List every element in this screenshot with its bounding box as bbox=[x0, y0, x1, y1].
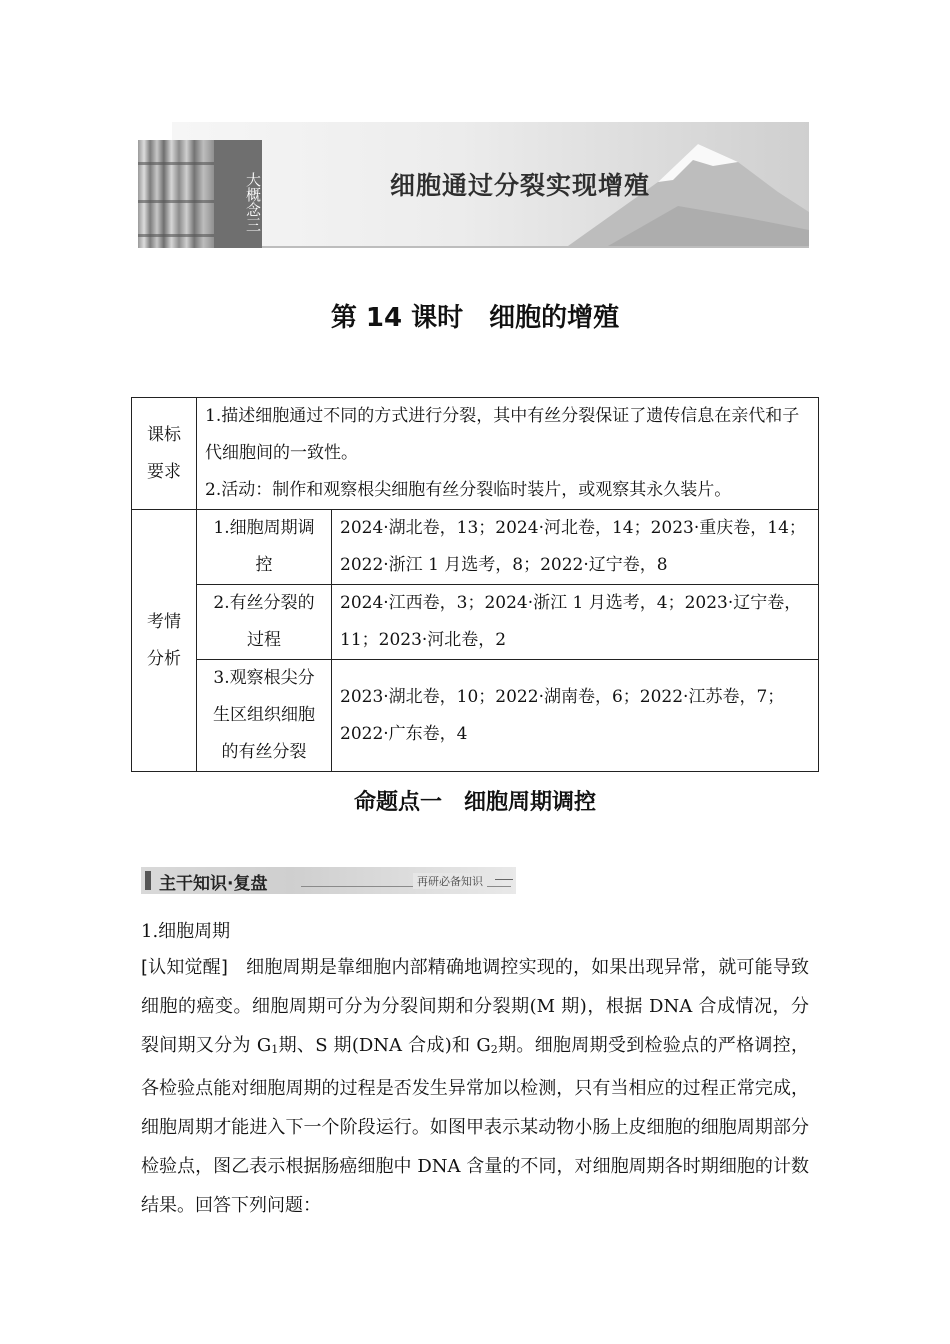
kebiao-content bbox=[197, 398, 819, 510]
banner-title: 细胞通过分裂实现增殖 bbox=[390, 171, 651, 200]
lesson-title: 第 14 课时 细胞的增殖 bbox=[330, 303, 620, 333]
paragraph-text-b: 期、S 期(DNA 合成)和 G bbox=[278, 1035, 491, 1056]
knowledge-review-bar bbox=[141, 867, 516, 894]
chapter-banner bbox=[138, 122, 809, 248]
sources-cell: 2024·江西卷，3；2024·浙江 1 月选考，4；2023·辽宁卷，11；2023·河北卷，2 bbox=[332, 585, 819, 660]
bar-title: 主干知识·复盘 bbox=[159, 874, 268, 894]
kebiao-line-2: 2.活动：制作和观察根尖细胞有丝分裂临时装片，或观察其永久装片。 bbox=[205, 480, 732, 500]
sources-cell: 2024·湖北卷，13；2024·河北卷，14；2023·重庆卷，14；2022·浙江 1 月选考，8；2022·辽宁卷，8 bbox=[332, 510, 819, 585]
sources-cell: 2023·湖北卷，10；2022·湖南卷，6；2022·江苏卷，7；2022·广东卷，4 bbox=[332, 660, 819, 772]
bamboo-illustration bbox=[138, 140, 214, 248]
paragraph-text-c: 期。细胞周期受到检验点的严格调控，各检验点能对细胞周期的过程是否发生异常加以检测，只有当相应的过程正常完成，细胞周期才能进入下一个阶段运行。如图甲表示某动物小肠上皮细胞的细胞周期部分检验点，图乙表示根据肠癌细胞中 DNA 含量的不同，对细胞周期各时期细胞的计数结果。回答下列问题： bbox=[141, 1035, 810, 1216]
topic-cell: 1.细胞周期调控 bbox=[197, 510, 332, 585]
bar-subtitle: 再研必备知识 bbox=[413, 873, 487, 889]
section-title: 命题点一 细胞周期调控 bbox=[353, 790, 596, 815]
subscript-1: 1 bbox=[271, 1043, 279, 1056]
heading-cell-cycle: 1.细胞周期 bbox=[141, 921, 231, 942]
kebiao-line-1: 1.描述细胞通过不同的方式进行分裂，其中有丝分裂保证了遗传信息在亲代和子代细胞间的一致性。 bbox=[205, 406, 800, 463]
bar-tail-line bbox=[495, 879, 513, 880]
paragraph-text-a: 细胞周期是靠细胞内部精确地调控实现的，如果出现异常，就可能导致细胞的癌变。细胞周期可分为分裂间期和分裂期(M 期)，根据 DNA 合成情况，分裂间期又分为 G bbox=[141, 957, 810, 1056]
kebiao-label: 课标要求 bbox=[132, 398, 197, 510]
topic-cell: 3.观察根尖分生区组织细胞的有丝分裂 bbox=[197, 660, 332, 772]
curriculum-table bbox=[131, 397, 819, 772]
chapter-tag: 大概念三 bbox=[214, 140, 262, 248]
topic-cell: 2.有丝分裂的过程 bbox=[197, 585, 332, 660]
body-paragraph bbox=[141, 948, 809, 1225]
kaoqing-label: 考情分析 bbox=[132, 510, 197, 772]
bar-marker bbox=[145, 871, 151, 890]
subscript-2: 2 bbox=[490, 1043, 498, 1056]
paragraph-label: [认知觉醒] bbox=[141, 957, 228, 978]
